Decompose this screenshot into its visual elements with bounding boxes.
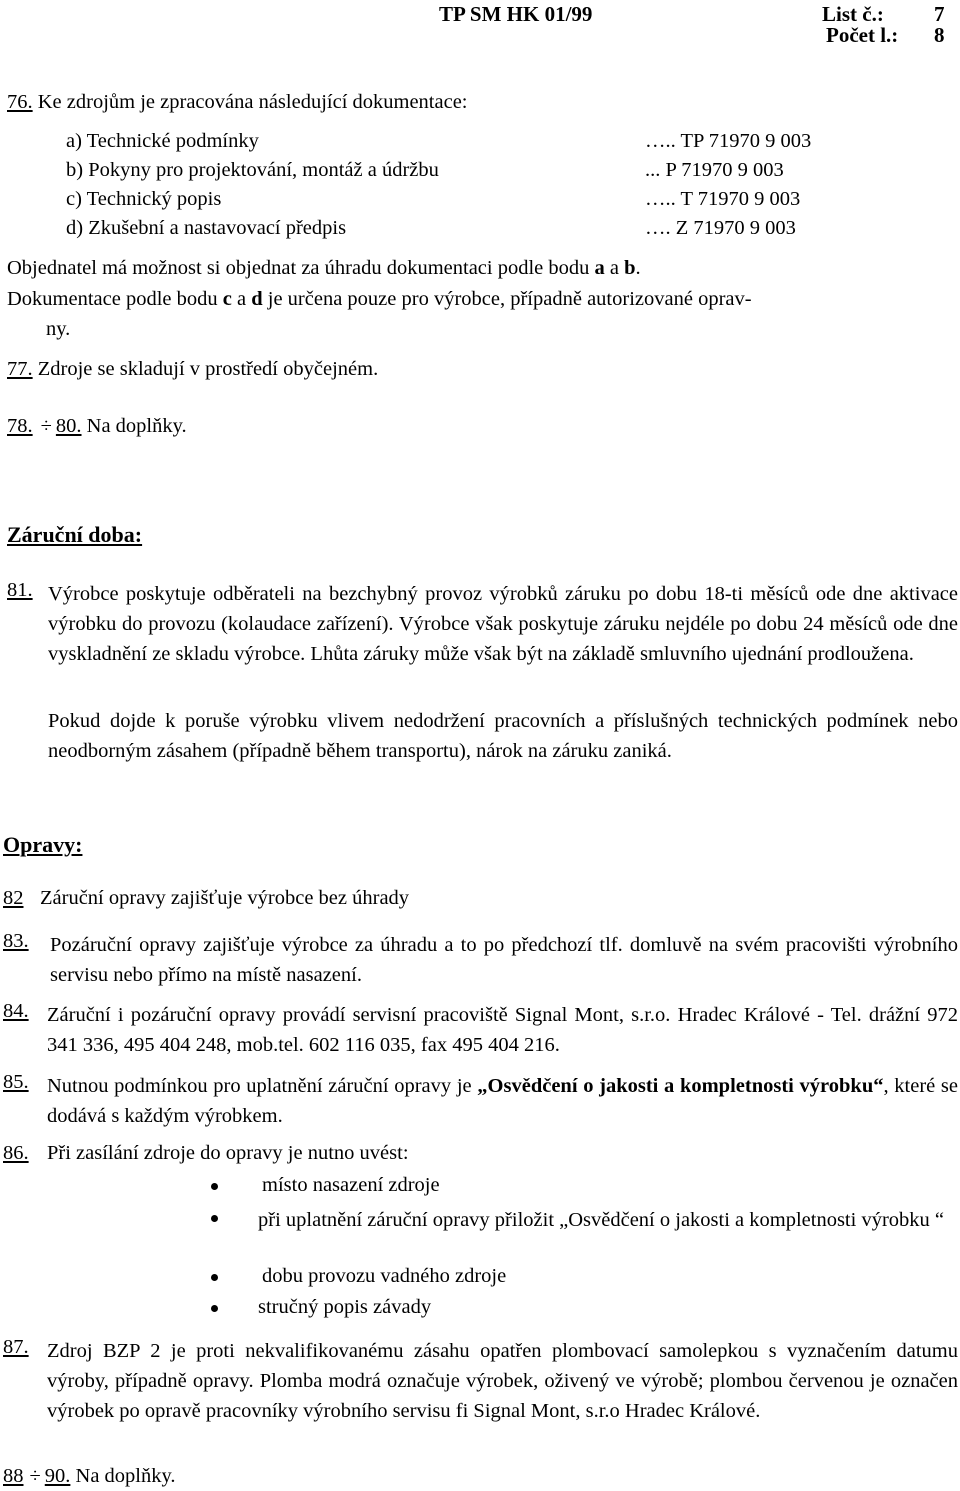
bullet-icon — [211, 1305, 218, 1312]
documentation-note-cont: ny. — [46, 318, 71, 340]
ordering-note: Objednatel má možnost si objednat za úhradu dokumentaci podle bodu a a b. — [7, 257, 641, 279]
bullet-icon — [211, 1215, 218, 1222]
doc-label: a) Technické podmínky — [66, 130, 259, 152]
sheet-number: 7 — [934, 2, 945, 26]
section-83-text: Pozáruční opravy zajišťuje výrobce za úhradu a to po předchozí tlf. domluvě na svém pracovišti výrobního servisu nebo přímo na místě nasazení. — [50, 934, 958, 986]
doc-ref: ….. T 71970 9 003 — [645, 188, 801, 210]
section-83-number: 83. — [3, 930, 29, 952]
list-item: dobu provozu vadného zdroje — [262, 1265, 507, 1287]
page-count-label: Počet l.: — [826, 23, 899, 47]
section-84-number: 84. — [3, 1000, 29, 1022]
doc-ref: ….. TP 71970 9 003 — [645, 130, 812, 152]
section-86-text: Při zasílání zdroje do opravy je nutno uvést: — [47, 1142, 409, 1164]
section-78-80: 78. ÷ 80. Na doplňky. — [7, 415, 187, 437]
section-87-number: 87. — [3, 1336, 29, 1358]
warranty-para-1: Výrobce poskytuje odběrateli na bezchybný provoz výrobků záruku po dobu 18-ti měsíců ode dne aktivace výrobku do provozu (kolaudace zařízení). Výrobce však poskytuje záruku nejdéle po dobu 24 měsíců ode dne vyskladnění ze skladu výrobce. Lhůta záruky může však být na základě smluvního ujednání prodloužena. — [48, 583, 958, 665]
list-item: při uplatnění záruční opravy přiložit „Osvědčení o jakosti a kompletnosti výrobku “ — [258, 1209, 944, 1231]
bullet-icon — [211, 1274, 218, 1281]
warranty-para-2: Pokud dojde k poruše výrobku vlivem nedodržení pracovních a příslušných technických podmínek nebo neodborným zásahem (případně během transportu), nárok na záruku zaniká. — [48, 710, 958, 762]
doc-ref: ... P 71970 9 003 — [645, 159, 784, 181]
documentation-note: Dokumentace podle bodu c a d je určena pouze pro výrobce, případně autorizované oprav- — [7, 288, 752, 310]
section-85-number: 85. — [3, 1071, 29, 1093]
section-text: Ke zdrojům je zpracována následující dokumentace: — [32, 91, 468, 113]
section-81-number: 81. — [7, 579, 33, 601]
section-82-number: 82 — [3, 887, 24, 909]
doc-label: d) Zkušební a nastavovací předpis — [66, 217, 347, 239]
page-count-number: 8 — [934, 23, 945, 47]
section-76-title — [7, 91, 468, 114]
section-84-text: Záruční i pozáruční opravy provádí servisní pracoviště Signal Mont, s.r.o. Hradec Králové - Tel. drážní 972 341 336, 495 404 248, mob.tel. 602 116 035, fax 495 404 216. — [47, 1004, 958, 1056]
bullet-icon — [211, 1183, 218, 1190]
section-82-text: Záruční opravy zajišťuje výrobce bez úhrady — [40, 887, 410, 909]
section-85-text: Nutnou podmínkou pro uplatnění záruční opravy je „Osvědčení o jakosti a kompletnosti výrobku“, které se dodává s každým výrobkem. — [47, 1075, 958, 1127]
sheet-label: List č.: — [822, 2, 884, 26]
section-77: 77. Zdroje se skladují v prostředí obyčejném. — [7, 358, 379, 380]
list-item: místo nasazení zdroje — [262, 1174, 440, 1196]
list-item: stručný popis závady — [258, 1296, 432, 1318]
doc-ref: …. Z 71970 9 003 — [645, 217, 796, 239]
document-code: TP SM HK 01/99 — [439, 2, 593, 26]
doc-label: b) Pokyny pro projektování, montáž a údržbu — [66, 159, 439, 181]
warranty-heading: Záruční doba: — [7, 522, 143, 547]
repairs-heading: Opravy: — [3, 832, 83, 857]
section-88-90: 88 ÷ 90. Na doplňky. — [3, 1465, 176, 1487]
doc-label: c) Technický popis — [66, 188, 222, 210]
section-number: 76. — [7, 91, 33, 113]
section-87-text: Zdroj BZP 2 je proti nekvalifikovanému zásahu opatřen plombovací samolepkou s vyznačením datumu výroby, případně opravy. Plomba modrá označuje výrobek, oživený ve výrobě; plombou červenou je označen výrobek po opravě pracovníky výrobního servisu fi Signal Mont, s.r.o Hradec Králové. — [47, 1340, 958, 1422]
section-86-number: 86. — [3, 1142, 29, 1164]
